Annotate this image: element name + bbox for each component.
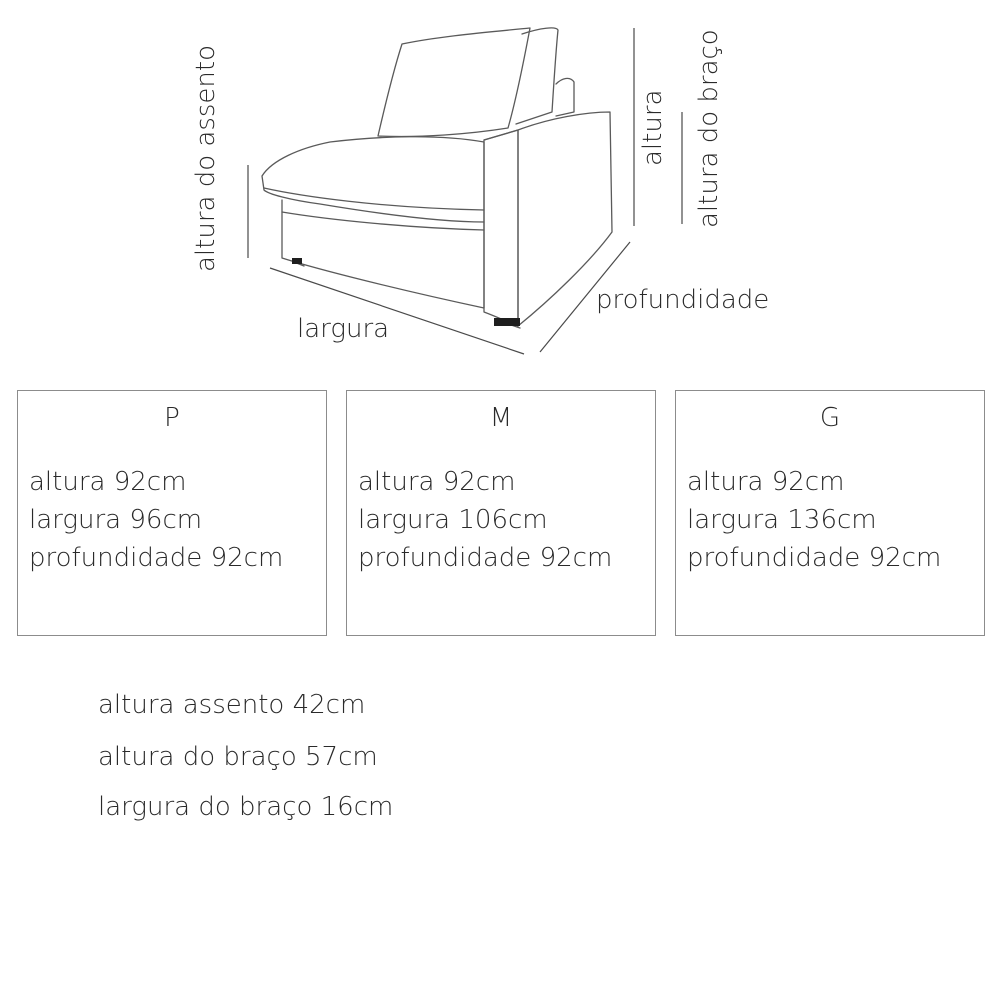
extra-seat-height: altura assento 42cm <box>98 690 366 720</box>
seat-height-label: altura do assento <box>191 45 221 272</box>
spec-height: altura 92cm <box>687 467 845 497</box>
back-cushion-right <box>516 28 558 124</box>
height-label: altura <box>638 89 668 166</box>
size-card-m <box>346 390 656 636</box>
spec-height: altura 92cm <box>358 467 516 497</box>
foot-front-left <box>292 258 302 264</box>
extra-arm-width: largura do braço 16cm <box>98 792 394 822</box>
arm-height-label: altura do braço <box>694 29 724 228</box>
width-label: largura <box>297 314 390 344</box>
spec-width: largura 106cm <box>358 505 548 535</box>
size-card-p <box>17 390 327 636</box>
depth-label: profundidade <box>596 285 770 315</box>
spec-width: largura 96cm <box>29 505 203 535</box>
spec-depth: profundidade 92cm <box>29 543 284 573</box>
spec-height: altura 92cm <box>29 467 187 497</box>
arm-front <box>484 130 518 326</box>
rear-pillow <box>556 78 574 116</box>
size-card-g <box>675 390 985 636</box>
foot-front-right <box>494 318 520 326</box>
size-name: P <box>164 403 180 433</box>
spec-width: largura 136cm <box>687 505 877 535</box>
arm-side <box>484 112 612 326</box>
spec-depth: profundidade 92cm <box>687 543 942 573</box>
armchair-drawing <box>0 0 1000 370</box>
back-cushion-left <box>378 28 530 137</box>
size-name: M <box>489 403 513 433</box>
spec-depth: profundidade 92cm <box>358 543 613 573</box>
extra-arm-height: altura do braço 57cm <box>98 742 378 772</box>
size-name: G <box>819 403 841 433</box>
